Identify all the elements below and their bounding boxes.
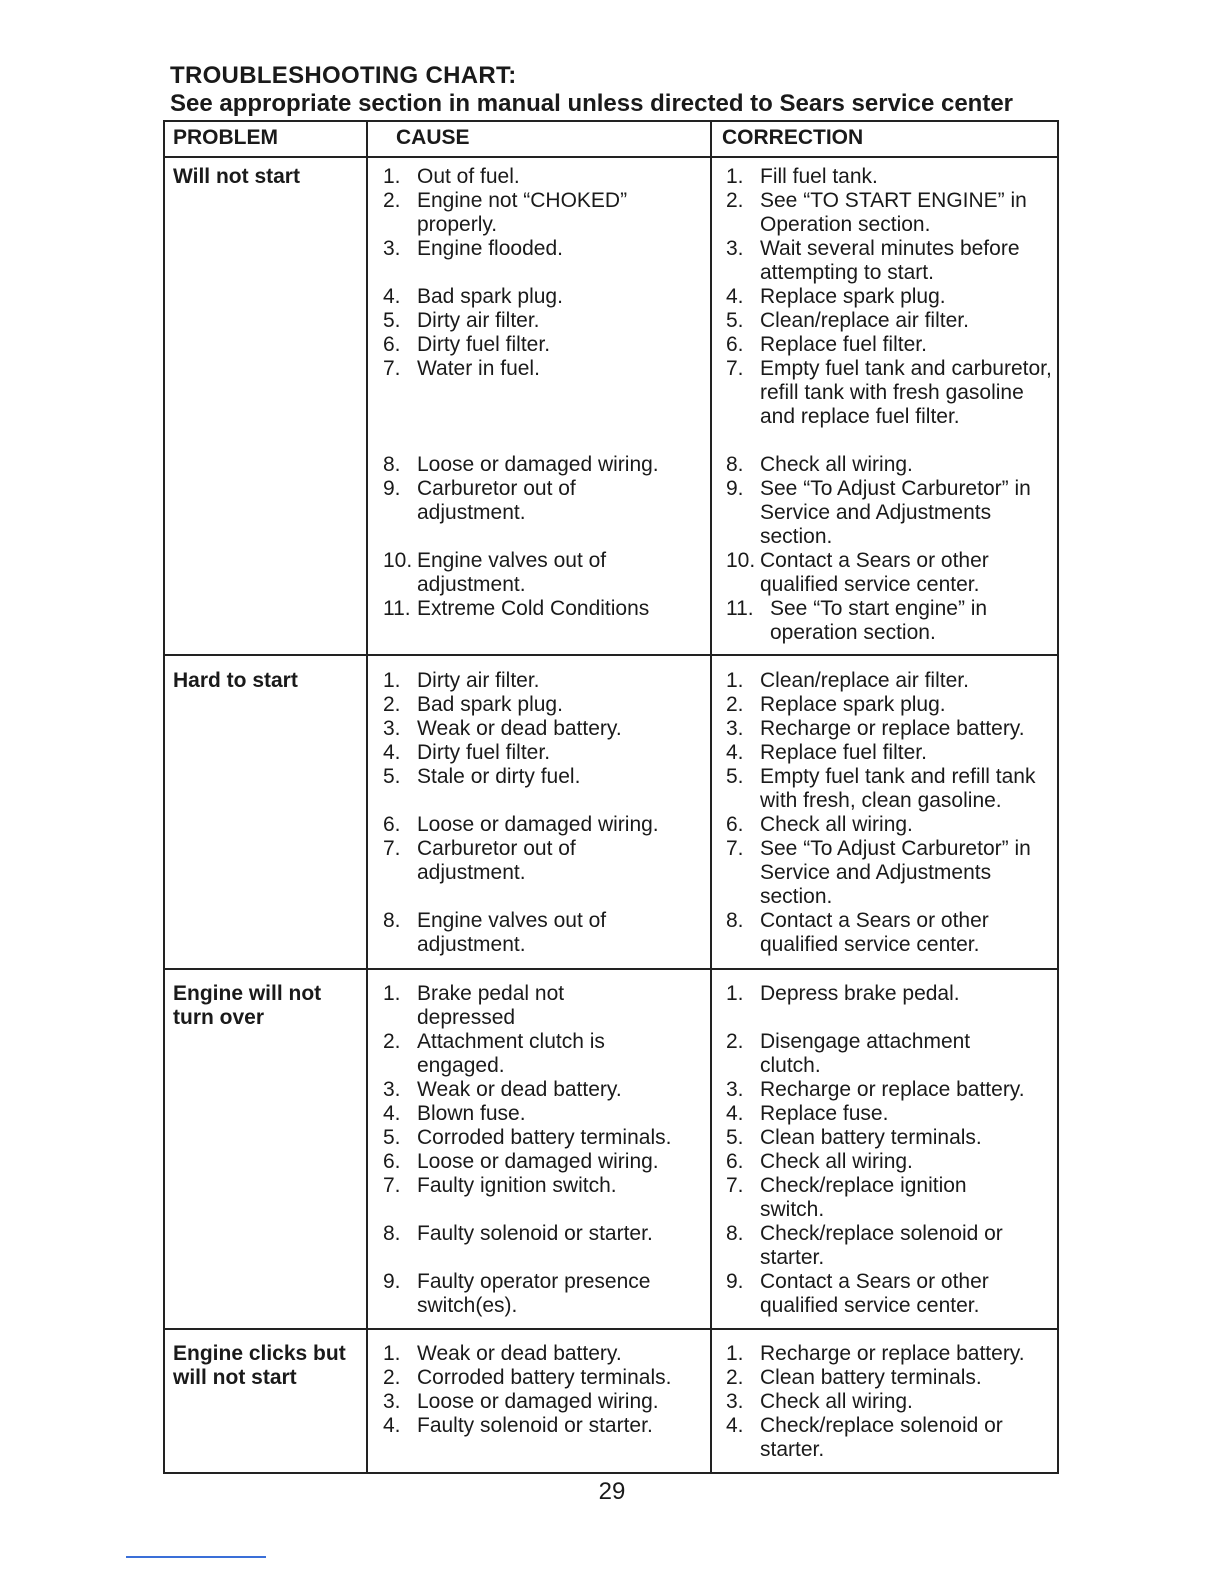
item-text: Check all wiring.	[760, 453, 913, 476]
item-number: 7.	[726, 357, 744, 380]
item-number: 2.	[383, 1366, 401, 1389]
item-text: Weak or dead battery.	[417, 1342, 622, 1365]
item-number: 1.	[383, 165, 401, 188]
item-text: Weak or dead battery.	[417, 1078, 622, 1101]
item-number: 9.	[726, 1270, 744, 1293]
item-text: Engine flooded.	[417, 237, 563, 260]
item-text: Corroded battery terminals.	[417, 1366, 672, 1389]
item-text: Clean/replace air filter.	[760, 669, 969, 692]
item-text: Corroded battery terminals.	[417, 1126, 672, 1149]
item-number: 8.	[726, 1222, 744, 1245]
item-text: Fill fuel tank.	[760, 165, 878, 188]
item-text: See “TO START ENGINE” in Operation section.	[760, 189, 1027, 236]
header-divider	[165, 156, 1057, 158]
item-number: 2.	[726, 1366, 744, 1389]
item-text: Empty fuel tank and refill tank with fresh, clean gasoline.	[760, 765, 1036, 812]
header-problem: PROBLEM	[173, 126, 278, 149]
item-number: 5.	[383, 1126, 401, 1149]
item-text: Replace fuse.	[760, 1102, 889, 1125]
troubleshooting-table	[163, 120, 1059, 1474]
item-text: Contact a Sears or other qualified service center.	[760, 1270, 989, 1317]
item-number: 2.	[383, 189, 401, 212]
item-text: Bad spark plug.	[417, 285, 563, 308]
item-number: 4.	[383, 1102, 401, 1125]
column-divider-1	[366, 122, 368, 1472]
item-text: Brake pedal not depressed	[417, 982, 565, 1029]
item-text: Contact a Sears or other qualified service center.	[760, 549, 989, 596]
item-text: Loose or damaged wiring.	[417, 453, 659, 476]
item-number: 7.	[383, 1174, 401, 1197]
item-number: 6.	[383, 813, 401, 836]
item-number: 3.	[383, 1078, 401, 1101]
item-number: 3.	[726, 717, 744, 740]
item-text: Recharge or replace battery.	[760, 1078, 1025, 1101]
item-text: Engine not “CHOKED” properly.	[417, 189, 628, 236]
item-text: Replace fuel filter.	[760, 741, 927, 764]
page-number: 29	[598, 1478, 626, 1505]
item-text: Carburetor out of adjustment.	[417, 837, 576, 884]
item-text: Weak or dead battery.	[417, 717, 622, 740]
header-correction: CORRECTION	[722, 126, 864, 149]
item-text: See “To Adjust Carburetor” in Service and Adjustments section.	[760, 837, 1031, 908]
item-number: 5.	[726, 765, 744, 788]
item-number: 4.	[383, 285, 401, 308]
item-text: Replace spark plug.	[760, 285, 946, 308]
item-number: 2.	[726, 693, 744, 716]
item-number: 3.	[726, 1078, 744, 1101]
item-number: 1.	[383, 669, 401, 692]
item-text: Water in fuel.	[417, 357, 540, 380]
item-number: 3.	[383, 237, 401, 260]
item-number: 3.	[726, 1390, 744, 1413]
item-text: Dirty air filter.	[417, 669, 540, 692]
item-number: 2.	[383, 1030, 401, 1053]
item-number: 6.	[726, 333, 744, 356]
item-number: 9.	[726, 477, 744, 500]
item-number: 8.	[383, 1222, 401, 1245]
item-number: 5.	[726, 309, 744, 332]
item-number: 10.	[726, 549, 756, 572]
item-text: Clean battery terminals.	[760, 1126, 982, 1149]
item-text: Contact a Sears or other qualified service center.	[760, 909, 989, 956]
item-text: Faulty solenoid or starter.	[417, 1222, 653, 1245]
item-text: Engine valves out of adjustment.	[417, 909, 607, 956]
item-number: 10.	[383, 549, 413, 572]
item-text: Loose or damaged wiring.	[417, 1150, 659, 1173]
item-number: 5.	[726, 1126, 744, 1149]
item-text: Stale or dirty fuel.	[417, 765, 581, 788]
item-text: Loose or damaged wiring.	[417, 813, 659, 836]
item-text: Carburetor out of adjustment.	[417, 477, 576, 524]
item-text: Check/replace solenoid or starter.	[760, 1414, 1003, 1461]
item-text: Extreme Cold Conditions	[417, 597, 650, 620]
item-text: Dirty fuel filter.	[417, 741, 551, 764]
item-number: 7.	[383, 837, 401, 860]
item-text: Faulty ignition switch.	[417, 1174, 617, 1197]
item-text: Clean battery terminals.	[760, 1366, 982, 1389]
item-text: Empty fuel tank and carburetor, refill tank with fresh gasoline and replace fuel filter.	[760, 357, 1052, 428]
item-text: See “To start engine” in operation section.	[770, 597, 988, 644]
problem-engine-will-not-turn-over: Engine will not turn over	[173, 982, 322, 1029]
item-text: Check/replace solenoid or starter.	[760, 1222, 1003, 1269]
item-text: Attachment clutch is engaged.	[417, 1030, 605, 1077]
item-number: 6.	[383, 333, 401, 356]
item-number: 2.	[726, 1030, 744, 1053]
item-number: 7.	[726, 1174, 744, 1197]
item-number: 1.	[383, 1342, 401, 1365]
item-number: 4.	[726, 285, 744, 308]
problem-hard-to-start: Hard to start	[173, 669, 298, 692]
item-text: Replace spark plug.	[760, 693, 946, 716]
item-number: 1.	[726, 1342, 744, 1365]
item-number: 1.	[726, 669, 744, 692]
problem-engine-clicks-but-will-not-start: Engine clicks but will not start	[173, 1342, 346, 1389]
item-number: 8.	[726, 453, 744, 476]
item-number: 3.	[726, 237, 744, 260]
item-number: 7.	[383, 357, 401, 380]
item-number: 1.	[726, 982, 744, 1005]
section-divider-3	[165, 1328, 1057, 1330]
item-text: Faulty solenoid or starter.	[417, 1414, 653, 1437]
item-number: 11.	[726, 597, 754, 620]
item-number: 7.	[726, 837, 744, 860]
item-text: Replace fuel filter.	[760, 333, 927, 356]
item-number: 9.	[383, 477, 401, 500]
item-text: Engine valves out of adjustment.	[417, 549, 607, 596]
item-text: Recharge or replace battery.	[760, 1342, 1025, 1365]
item-text: Check all wiring.	[760, 813, 913, 836]
item-text: Loose or damaged wiring.	[417, 1390, 659, 1413]
item-text: Depress brake pedal.	[760, 982, 960, 1005]
item-number: 9.	[383, 1270, 401, 1293]
item-number: 2.	[726, 189, 744, 212]
chart-subtitle: See appropriate section in manual unless directed to Sears service center	[170, 90, 1013, 117]
item-number: 8.	[726, 909, 744, 932]
item-number: 8.	[383, 453, 401, 476]
section-divider-2	[165, 968, 1057, 970]
problem-will-not-start: Will not start	[173, 165, 300, 188]
item-number: 4.	[726, 1102, 744, 1125]
item-text: Bad spark plug.	[417, 693, 563, 716]
item-text: See “To Adjust Carburetor” in Service and Adjustments section.	[760, 477, 1031, 548]
item-number: 6.	[726, 1150, 744, 1173]
item-text: Out of fuel.	[417, 165, 520, 188]
item-text: Check/replace ignition switch.	[760, 1174, 967, 1221]
item-text: Faulty operator presence switch(es).	[417, 1270, 651, 1317]
item-text: Wait several minutes before attempting to start.	[760, 237, 1020, 284]
item-number: 11.	[383, 597, 411, 620]
header-cause: CAUSE	[396, 126, 470, 149]
item-text: Dirty air filter.	[417, 309, 540, 332]
item-text: Clean/replace air filter.	[760, 309, 969, 332]
item-text: Blown fuse.	[417, 1102, 526, 1125]
item-number: 5.	[383, 309, 401, 332]
footer-rule	[126, 1556, 266, 1558]
item-number: 1.	[726, 165, 744, 188]
item-text: Recharge or replace battery.	[760, 717, 1025, 740]
item-text: Dirty fuel filter.	[417, 333, 551, 356]
item-number: 6.	[726, 813, 744, 836]
item-text: Check all wiring.	[760, 1150, 913, 1173]
item-number: 3.	[383, 1390, 401, 1413]
section-divider-1	[165, 654, 1057, 656]
item-number: 1.	[383, 982, 401, 1005]
item-number: 6.	[383, 1150, 401, 1173]
item-text: Check all wiring.	[760, 1390, 913, 1413]
item-number: 4.	[383, 1414, 401, 1437]
item-number: 4.	[726, 741, 744, 764]
item-number: 3.	[383, 717, 401, 740]
item-number: 4.	[383, 741, 401, 764]
item-number: 8.	[383, 909, 401, 932]
item-number: 4.	[726, 1414, 744, 1437]
item-text: Disengage attachment clutch.	[760, 1030, 971, 1077]
item-number: 2.	[383, 693, 401, 716]
item-number: 5.	[383, 765, 401, 788]
chart-title: TROUBLESHOOTING CHART:	[170, 62, 517, 89]
